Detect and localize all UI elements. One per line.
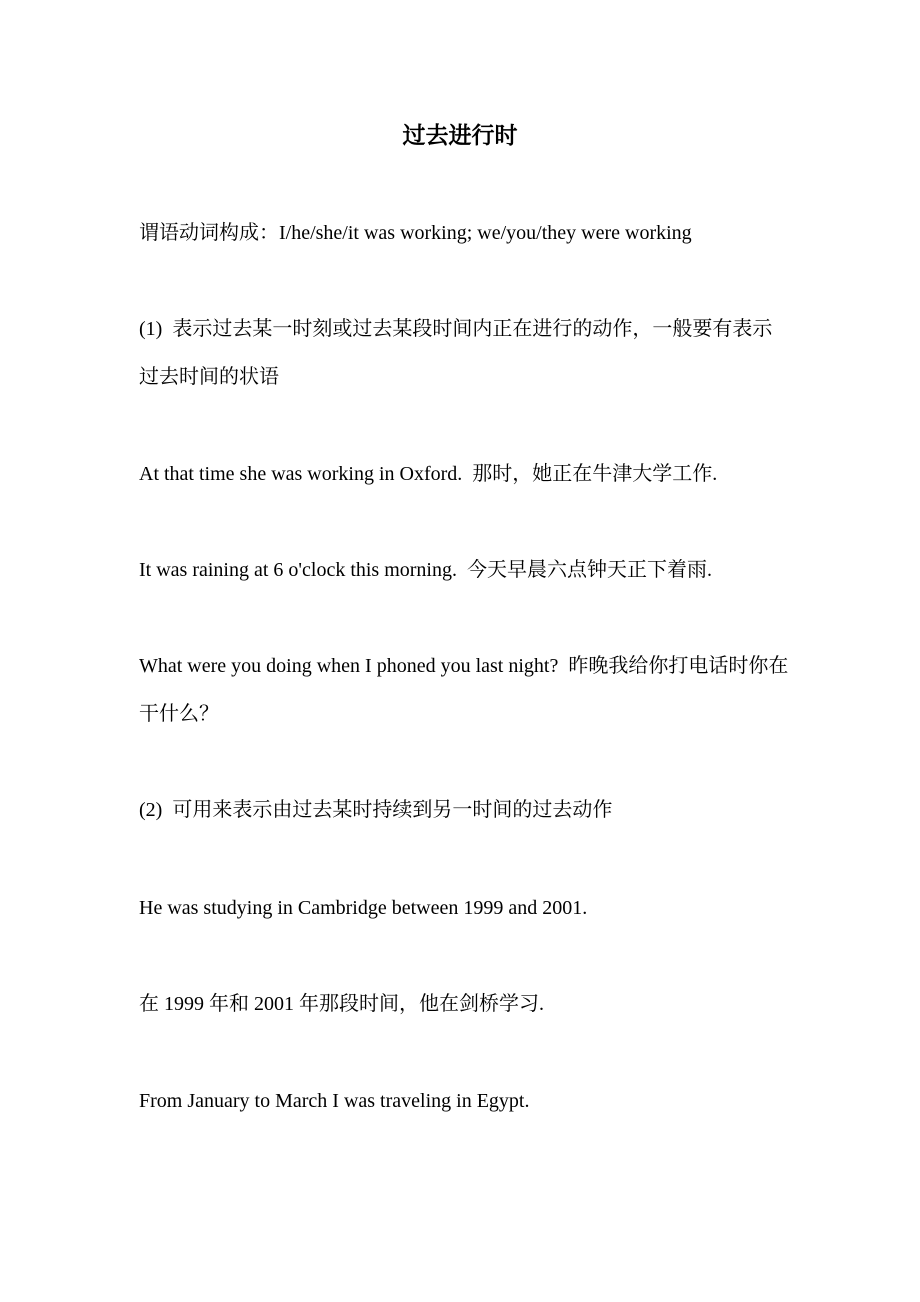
paragraph-usage-1: (1) 表示过去某一时刻或过去某段时间内正在进行的动作，一般要有表示过去时间的状语 (139, 318, 773, 388)
example-egypt: From January to March I was traveling in Egypt. (139, 1090, 530, 1112)
example-cambridge-translation: 在 1999 年和 2001 年那段时间，他在剑桥学习. (139, 993, 544, 1015)
example-oxford: At that time she was working in Oxford. 那时，她正在牛津大学工作. (139, 463, 718, 485)
paragraph-verb-structure: 谓语动词构成：I/he/she/it was working; we/you/they were working (139, 222, 692, 244)
example-cambridge: He was studying in Cambridge between 1999 and 2001. (139, 897, 588, 919)
example-raining: It was raining at 6 o'clock this morning. 今天早晨六点钟天正下着雨. (139, 559, 712, 581)
paragraph-usage-2: (2) 可用来表示由过去某时持续到另一时间的过去动作 (139, 799, 613, 821)
page-title: 过去进行时 (402, 123, 518, 148)
example-phoned: What were you doing when I phoned you last night? 昨晚我给你打电话时你在干什么？ (139, 655, 789, 725)
